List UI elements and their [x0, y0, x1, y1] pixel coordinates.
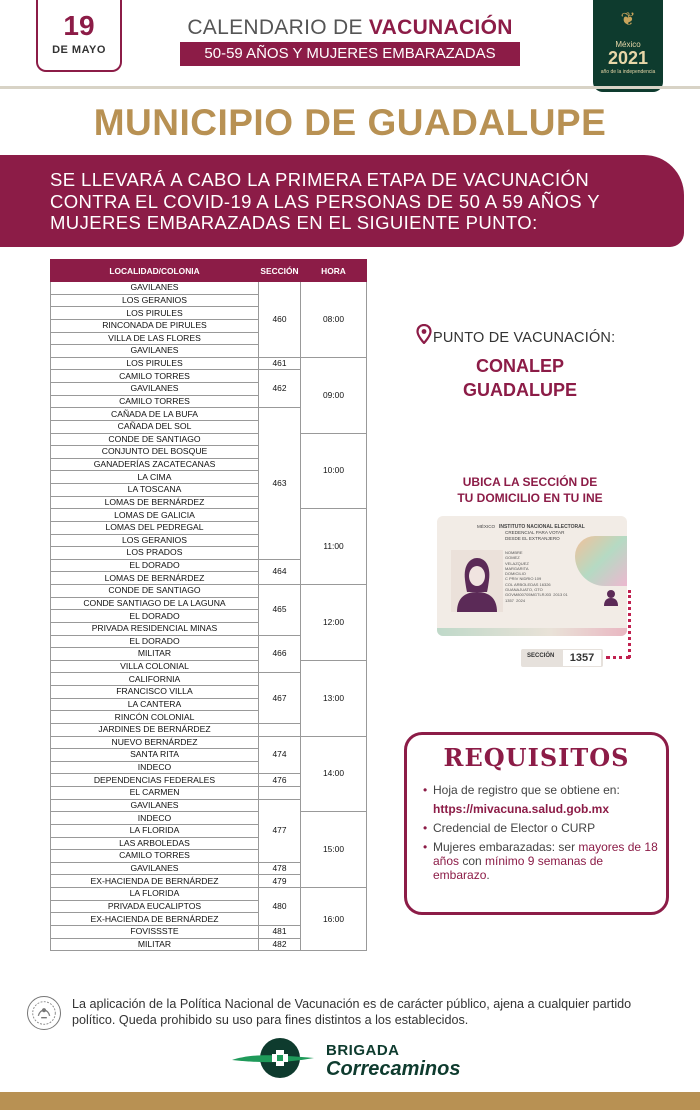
localidad-cell: EL CARMEN	[51, 787, 259, 800]
localidad-cell: LA CIMA	[51, 471, 259, 484]
localidad-cell: SANTA RITA	[51, 749, 259, 762]
seccion-cell: 479	[259, 875, 301, 888]
seccion-cell: 464	[259, 559, 301, 584]
ubica-line2: TU DOMICILIO EN TU INE	[457, 491, 603, 505]
seccion-cell	[259, 723, 301, 736]
localidad-cell: CONJUNTO DEL BOSQUE	[51, 446, 259, 459]
localidad-cell: EL DORADO	[51, 635, 259, 648]
ine-card-illustration	[437, 516, 627, 636]
mini-person-icon	[602, 588, 620, 606]
seccion-cell: 478	[259, 862, 301, 875]
hora-cell: 16:00	[301, 888, 367, 951]
localidad-cell: LOMAS DE BERNÁRDEZ	[51, 496, 259, 509]
localidad-cell: GAVILANES	[51, 862, 259, 875]
hora-cell: 13:00	[301, 660, 367, 736]
localidad-cell: VILLA DE LAS FLORES	[51, 332, 259, 345]
requisitos-box	[404, 732, 669, 915]
requisitos-list	[423, 783, 659, 887]
ine-field: MARGARITA	[505, 565, 529, 571]
ubica-instruction	[440, 474, 620, 506]
calendar-title	[180, 16, 520, 40]
announcement-text: SE LLEVARÁ A CABO LA PRIMERA ETAPA DE VACUNACIÓN CONTRA EL COVID-19 A LAS PERSONAS DE 50 A 59 AÑOS Y MUJERES EMBARAZADAS EN EL SIGUIENTE PUNTO:	[50, 169, 600, 233]
logo-subtitle: año de la independencia	[600, 69, 656, 75]
localidad-cell: PRIVADA RESIDENCIAL MINAS	[51, 622, 259, 635]
list-item	[423, 821, 659, 835]
seccion-cell: 460	[259, 282, 301, 358]
ine-institution: INSTITUTO NACIONAL ELECTORAL	[498, 524, 585, 530]
localidad-cell: EL DORADO	[51, 610, 259, 623]
hora-cell: 09:00	[301, 357, 367, 433]
localidad-cell: LOS GERANIOS	[51, 534, 259, 547]
mivacuna-link[interactable]: https://mivacuna.salud.gob.mx	[433, 802, 610, 816]
seccion-cell: 482	[259, 938, 301, 951]
seccion-cell: 481	[259, 925, 301, 938]
seccion-cell: 467	[259, 673, 301, 724]
localidad-cell: LA FLORIDA	[51, 824, 259, 837]
table-row	[51, 282, 367, 295]
col-header-hora: HORA	[301, 260, 367, 282]
localidad-cell: EX-HACIENDA DE BERNÁRDEZ	[51, 875, 259, 888]
punto-label	[415, 330, 655, 346]
requisito-embarazadas-pre: Mujeres embarazadas: ser	[433, 840, 579, 854]
localidad-cell: EL DORADO	[51, 559, 259, 572]
announcement-banner	[0, 155, 684, 247]
seccion-cell: 465	[259, 585, 301, 636]
hora-cell: 12:00	[301, 585, 367, 661]
localidad-cell: PRIVADA EUCALIPTOS	[51, 900, 259, 913]
localidad-cell: INDECO	[51, 812, 259, 825]
localidad-cell: INDECO	[51, 761, 259, 774]
punto-label-text: PUNTO DE VACUNACIÓN:	[433, 330, 616, 346]
localidad-cell: LOS PIRULES	[51, 357, 259, 370]
requisito-registro: Hoja de registro que se obtiene en:	[433, 783, 620, 797]
localidad-cell: LOMAS DE GALICIA	[51, 509, 259, 522]
person-silhouette-icon	[451, 550, 503, 612]
table-row	[51, 357, 367, 370]
localidad-cell: GAVILANES	[51, 383, 259, 396]
ine-field: DOMICILIO	[505, 571, 526, 577]
localidad-cell: CALIFORNIA	[51, 673, 259, 686]
ine-curp: GOVM800705MGTLRJ03	[505, 592, 552, 598]
mexico-2021-logo	[593, 0, 663, 92]
localidad-cell: MILITAR	[51, 648, 259, 661]
localidad-cell: GAVILANES	[51, 799, 259, 812]
table-header-row	[51, 260, 367, 282]
calendar-subtitle: 50-59 AÑOS Y MUJERES EMBARAZADAS	[180, 42, 520, 66]
punto-name-line2: GUADALUPE	[462, 380, 577, 400]
localidad-cell: LAS ARBOLEDAS	[51, 837, 259, 850]
hora-cell: 08:00	[301, 282, 367, 358]
ine-credential: CREDENCIAL PARA VOTAR	[505, 530, 565, 535]
localidad-cell: RINCÓN COLONIAL	[51, 711, 259, 724]
ine-stripe	[437, 628, 627, 636]
seccion-cell: 462	[259, 370, 301, 408]
punto-name-line1: CONALEP	[475, 356, 564, 376]
requisito-edad: mayores de 18 años	[433, 840, 658, 868]
localidad-cell: LOS PRADOS	[51, 547, 259, 560]
seccion-value: 1357	[563, 650, 601, 666]
hora-cell: 15:00	[301, 812, 367, 888]
localidad-cell: RINCONADA DE PIRULES	[51, 319, 259, 332]
localidad-cell: FRANCISCO VILLA	[51, 686, 259, 699]
localidad-cell: LA FLORIDA	[51, 888, 259, 901]
seccion-cell: 480	[259, 888, 301, 926]
localidad-cell: CAMILO TORRES	[51, 370, 259, 383]
table-row	[51, 812, 367, 825]
requisito-embarazadas-mid: con	[459, 854, 486, 868]
calendar-title-bold: VACUNACIÓN	[368, 16, 513, 39]
localidad-cell: EX-HACIENDA DE BERNÁRDEZ	[51, 913, 259, 926]
seccion-cell: 461	[259, 357, 301, 370]
localidad-cell: LA TOSCANA	[51, 484, 259, 497]
ine-field: GUANAJUATO, GTO	[505, 587, 543, 593]
localidad-cell: LOS PIRULES	[51, 307, 259, 320]
hora-cell: 14:00	[301, 736, 367, 812]
seccion-highlight	[521, 649, 603, 667]
seccion-cell: 474	[259, 736, 301, 774]
ine-field: VELAZQUEZ	[505, 560, 529, 566]
localidad-cell: NUEVO BERNÁRDEZ	[51, 736, 259, 749]
col-header-seccion: SECCIÓN	[259, 260, 301, 282]
dotted-connector	[606, 656, 630, 659]
seccion-cell: 477	[259, 799, 301, 862]
localidad-cell: VILLA COLONIAL	[51, 660, 259, 673]
localidad-cell: CONDE DE SANTIAGO	[51, 433, 259, 446]
localidad-cell: GANADERÍAS ZACATECANAS	[51, 458, 259, 471]
localidad-cell: MILITAR	[51, 938, 259, 951]
correcaminos-label: Correcaminos	[326, 1058, 461, 1080]
localidad-cell: CAMILO TORRES	[51, 850, 259, 863]
punto-name	[420, 354, 620, 402]
hora-cell: 10:00	[301, 433, 367, 509]
localidad-cell: GAVILANES	[51, 345, 259, 358]
ine-country: MÉXICO	[477, 524, 496, 529]
seccion-cell: 476	[259, 774, 301, 787]
brigada-label: BRIGADA	[326, 1042, 400, 1059]
calendar-title-prefix: CALENDARIO DE	[187, 16, 369, 39]
localidad-cell: FOVISSSTE	[51, 925, 259, 938]
table-row	[51, 433, 367, 446]
table-row	[51, 736, 367, 749]
localidad-cell: CAMILO TORRES	[51, 395, 259, 408]
date-day: 19	[63, 10, 95, 41]
header	[0, 0, 700, 88]
table-row	[51, 660, 367, 673]
ine-registro: 2013 01	[553, 592, 568, 598]
localidad-cell: JARDINES DE BERNÁRDEZ	[51, 723, 259, 736]
brigada-globe-icon	[230, 1036, 316, 1080]
legal-disclaimer: La aplicación de la Política Nacional de Vacunación es de carácter público, ajena a cualquier partido político. Queda prohibido su uso para fines distintos a los establecidos.	[72, 997, 632, 1027]
header-divider	[0, 86, 700, 89]
date-month: DE MAYO	[52, 44, 106, 56]
seccion-cell: 466	[259, 635, 301, 673]
requisito-credencial: Credencial de Elector o CURP	[433, 821, 596, 835]
localidad-cell: CAÑADA DE LA BUFA	[51, 408, 259, 421]
municipio-title: MUNICIPIO DE GUADALUPE	[93, 102, 607, 143]
localidad-cell: CONDE DE SANTIAGO	[51, 585, 259, 598]
localidad-cell: CONDE SANTIAGO DE LA LAGUNA	[51, 597, 259, 610]
seccion-cell: 463	[259, 408, 301, 560]
coat-of-arms-icon	[27, 996, 61, 1030]
table-row	[51, 509, 367, 522]
list-item	[423, 783, 659, 816]
seccion-cell	[259, 787, 301, 800]
ine-card-header	[477, 524, 607, 542]
logo-country: México	[615, 40, 641, 49]
requisito-embarazadas-end: .	[486, 868, 490, 882]
ine-field: COL ARBOLEDAS 16326	[505, 581, 551, 587]
ine-seccion-mini: 1357	[505, 597, 514, 603]
localidad-cell: GAVILANES	[51, 282, 259, 295]
seccion-label: SECCIÓN	[527, 653, 555, 659]
localidad-cell: CAÑADA DEL SOL	[51, 420, 259, 433]
list-item	[423, 840, 659, 882]
ine-vigencia: 2024	[516, 597, 526, 603]
ine-field: GOMEZ	[505, 555, 520, 561]
requisito-semanas: mínimo 9 semanas de embarazo	[433, 854, 604, 882]
col-header-localidad: LOCALIDAD/COLONIA	[51, 260, 259, 282]
ine-field: C PRIV NIDRIO 109	[505, 576, 542, 582]
hora-cell: 11:00	[301, 509, 367, 585]
ine-field: NOMBRE	[505, 550, 523, 555]
table-row	[51, 585, 367, 598]
localidad-cell: LOS GERANIOS	[51, 294, 259, 307]
logo-year: 2021	[607, 48, 649, 68]
localidad-cell: DEPENDENCIAS FEDERALES	[51, 774, 259, 787]
localidad-cell: LOMAS DEL PEDREGAL	[51, 521, 259, 534]
ine-extranjero: DESDE EL EXTRANJERO	[505, 536, 560, 541]
date-badge	[36, 0, 122, 72]
dotted-connector	[628, 590, 631, 658]
requisitos-title: REQUISITOS	[443, 743, 630, 772]
ine-photo	[451, 550, 503, 612]
schedule-table	[50, 259, 367, 951]
ubica-line1: UBICA LA SECCIÓN DE	[462, 475, 598, 489]
footer-bar	[0, 1092, 700, 1110]
localidad-cell: LA CANTERA	[51, 698, 259, 711]
localidad-cell: LOMAS DE BERNÁRDEZ	[51, 572, 259, 585]
eagle-icon: ❦	[620, 9, 636, 29]
